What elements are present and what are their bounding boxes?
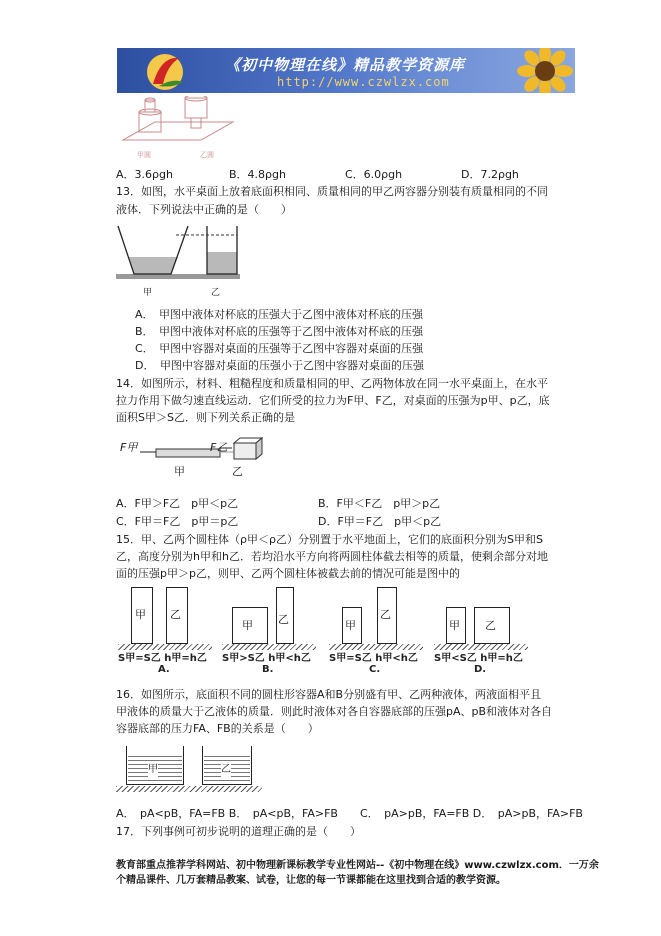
q15-c-label-jia: 甲 — [345, 619, 356, 632]
q12-option-d: D．7.2ρgh — [461, 168, 519, 181]
figure-q16-containers — [116, 744, 266, 796]
q14-option-b: B．F甲＜F乙 p甲＞p乙 — [318, 497, 441, 510]
q16-fig-label-yi: 乙 — [221, 764, 231, 775]
q15-b-label-yi: 乙 — [278, 613, 289, 626]
q15-stem-line1: 15．甲、乙两个圆柱体（ρ甲＜ρ乙）分别置于水平地面上，它们的底面积分别为S甲和S — [116, 533, 543, 546]
q15-d-label-jia: 甲 — [449, 619, 460, 632]
q14-option-c: C．F甲＝F乙 p甲＝p乙 — [116, 515, 239, 528]
q13-option-b: B． 甲图中液体对杯底的压强等于乙图中液体对杯底的压强 — [135, 325, 424, 338]
q12-option-a: A．3.6ρgh — [116, 168, 173, 181]
q15-stem-line2: 乙，高度分别为h甲和h乙．若均沿水平方向将两圆柱体截去相等的质量，使剩余部分对地 — [116, 550, 548, 563]
q17-stem-line1: 17．下列事例可初步说明的道理正确的是（ ） — [116, 825, 361, 838]
q14-stem-line2: 拉力作用下做匀速直线运动．它们所受的拉力为F甲、F乙，对桌面的压强为p甲、p乙，底 — [116, 394, 550, 407]
q15-d-label-yi: 乙 — [485, 619, 496, 632]
q16-options: A． pA<pB，FA=FB B． pA<pB，FA>FB C． pA>pB，FA=FB D． pA>pB，FA>FB — [116, 807, 583, 820]
q13-stem-line2: 液体．下列说法中正确的是（ ） — [116, 203, 292, 216]
q16-stem-line3: 容器底部的压力FA、FB的关系是（ ） — [116, 722, 319, 735]
q13-option-c: C． 甲图中容器对桌面的压强等于乙图中容器对桌面的压强 — [135, 342, 424, 355]
q15-diagram-d — [432, 585, 542, 675]
q16-stem-line2: 甲液体的质量大于乙液体的质量．则此时液体对各自容器底部的压强pA、pB和液体对各自 — [116, 705, 553, 718]
footer-line2: 个精品课件、几万套精品教案、试卷，让您的每一节课都能在这里找到合适的教学资源。 — [116, 875, 506, 886]
q14-fig-force-jia: F甲 — [120, 441, 138, 454]
q14-option-a: A．F甲＞F乙 p甲＜p乙 — [116, 497, 239, 510]
q15-b-label-jia: 甲 — [242, 619, 253, 632]
q15-d-letter: D. — [474, 664, 487, 675]
q15-diagram-c — [327, 585, 437, 675]
q15-b-caption: S甲>S乙 h甲<h乙 — [222, 653, 311, 664]
q13-stem-line1: 13．如图，水平桌面上放着底面积相同、质量相同的甲乙两容器分别装有质量相同的不同 — [116, 185, 548, 198]
site-logo — [139, 48, 199, 93]
q15-stem-line3: 面的压强p甲＞p乙，则甲、乙两个圆柱体被截去前的情况可能是图中的 — [116, 567, 460, 580]
sunflower-icon — [505, 48, 575, 93]
q15-d-caption: S甲<S乙 h甲=h乙 — [434, 653, 523, 664]
q15-b-letter: B. — [262, 664, 274, 675]
q12-option-c: C．6.0ρgh — [345, 168, 403, 181]
footer-line1: 教育部重点推荐学科网站、初中物理新课标教学专业性网站--《初中物理在线》www.czwlzx.com．一万余 — [116, 860, 599, 871]
banner-url: http://www.czwlzx.com — [277, 75, 450, 89]
q15-a-letter: A. — [158, 664, 170, 675]
q14-stem-line3: 面积S甲＞S乙．则下列关系正确的是 — [116, 411, 295, 424]
q15-a-label-jia: 甲 — [135, 608, 146, 621]
q16-fig-label-jia: 甲 — [148, 764, 158, 775]
q13-fig-label-jia: 甲 — [143, 288, 153, 298]
q15-a-label-yi: 乙 — [170, 608, 181, 621]
fig12-label-left: 甲圆 — [137, 151, 151, 159]
q14-option-d: D．F甲＝F乙 p甲＜p乙 — [318, 515, 442, 528]
q14-fig-force-yi: F乙 — [210, 441, 228, 454]
q14-fig-label-jia: 甲 — [174, 465, 185, 478]
q15-c-letter: C. — [369, 664, 381, 675]
q13-fig-label-yi: 乙 — [211, 288, 221, 298]
q13-option-d: D． 甲图中容器对桌面的压强小于乙图中容器对桌面的压强 — [135, 359, 424, 372]
figure-q13-containers — [116, 222, 241, 282]
fig12-label-right: 乙圆 — [200, 151, 214, 159]
q12-option-b: B．4.8ρgh — [229, 168, 286, 181]
q15-diagram-a — [116, 585, 226, 675]
figure-q14-blocks — [116, 436, 271, 466]
q16-stem-line1: 16．如图所示，底面积不同的圆柱形容器A和B分别盛有甲、乙两种液体，两液面相平且 — [116, 688, 542, 701]
q15-diagram-b — [220, 585, 330, 675]
q14-stem-line1: 14．如图所示，材料、粗糙程度和质量相同的甲、乙两物体放在同一水平桌面上，在水平 — [116, 377, 548, 390]
q13-option-a: A． 甲图中液体对杯底的压强大于乙图中液体对杯底的压强 — [135, 308, 424, 321]
header-banner — [117, 48, 575, 93]
banner-title: 《初中物理在线》精品教学资源库 — [225, 56, 466, 74]
q15-c-label-yi: 乙 — [380, 608, 391, 621]
q15-c-caption: S甲=S乙 h甲<h乙 — [329, 653, 418, 664]
figure-q12 — [115, 96, 250, 161]
q15-a-caption: S甲=S乙 h甲=h乙 — [118, 653, 207, 664]
q14-fig-label-yi: 乙 — [232, 465, 243, 478]
